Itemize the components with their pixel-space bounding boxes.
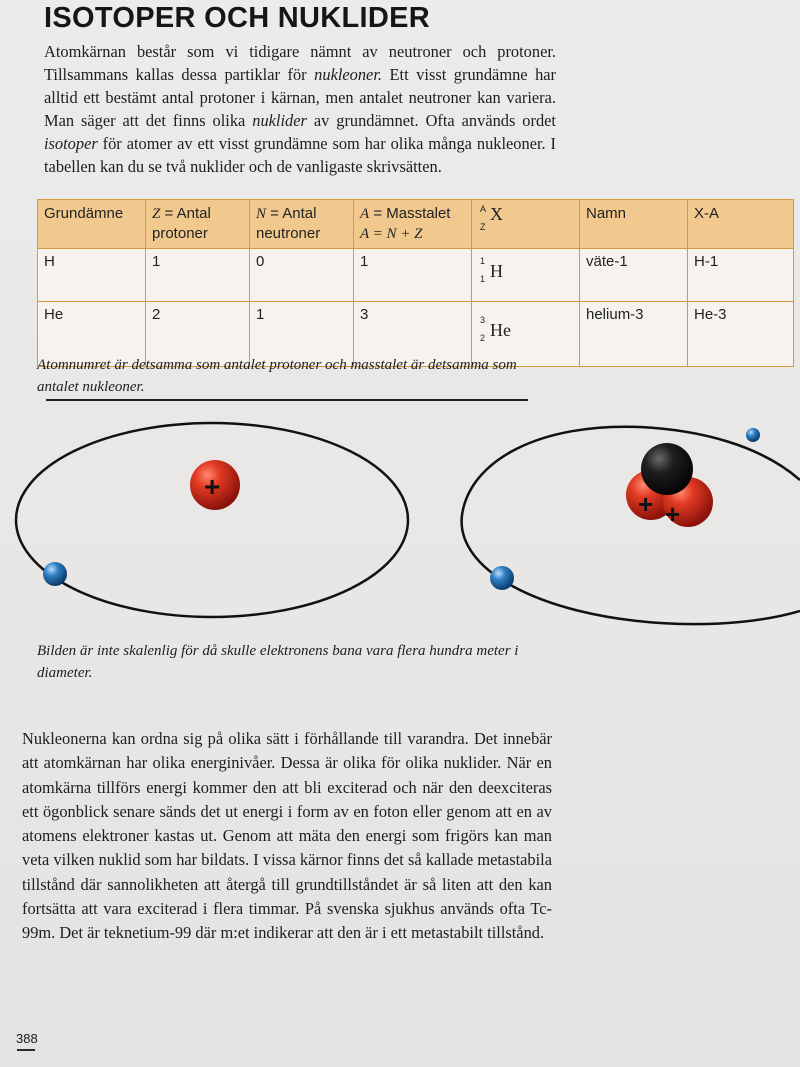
notation-symbol	[478, 204, 503, 232]
z-symbol: Z	[152, 206, 161, 222]
page-number: 388	[16, 1031, 38, 1046]
caption-divider	[46, 399, 528, 401]
a-symbol: A	[360, 206, 370, 222]
proton-sign: +	[204, 471, 221, 502]
term-isotoper: isotoper	[44, 134, 98, 153]
a-formula: A = N + Z	[360, 226, 423, 242]
cell-n: 1	[250, 302, 354, 367]
header-name: Namn	[580, 200, 688, 249]
cell-z: 1	[146, 249, 250, 302]
cell-n: 0	[250, 249, 354, 302]
intro-text-1: Atomkärnan består som vi tidigare nämnt av neutroner och protoner. Tillsammans kallas dessa partiklar för	[44, 42, 556, 84]
header-element: Grundämne	[38, 200, 146, 249]
helium-orbit	[462, 427, 800, 624]
header-a	[354, 200, 472, 249]
z-label: = Antal protoner	[152, 205, 211, 242]
intro-text-3: av grundämnet. Ofta används ordet	[306, 111, 556, 130]
figure-caption: Bilden är inte skalenlig för då skulle elektronens bana vara flera hundra meter i diameter.	[37, 643, 519, 681]
notation-x: X	[490, 204, 503, 224]
n-label: = Antal neutroner	[256, 205, 321, 242]
cell-xa: He-3	[688, 302, 794, 367]
cell-z: 2	[146, 302, 250, 367]
term-nukleoner: nukleoner.	[314, 65, 382, 84]
notation-sup: A	[480, 204, 487, 214]
cell-xa: H-1	[688, 249, 794, 302]
header-notation	[472, 200, 580, 249]
nuclide-sup: 1	[480, 256, 486, 266]
electron-icon	[43, 562, 67, 586]
table-header-row	[38, 200, 794, 249]
term-nuklider: nuklider	[252, 111, 307, 130]
page-heading: ISOTOPER OCH NUKLIDER	[44, 2, 431, 34]
nuclide-letter: H	[490, 261, 503, 281]
a-label: = Masstalet	[369, 205, 451, 222]
table-caption: Atomnumret är detsamma som antalet protoner och masstalet är detsamma som antalet nukleoner.	[37, 357, 517, 395]
page-number-underline	[17, 1049, 35, 1051]
header-z	[146, 200, 250, 249]
nuclide-symbol	[478, 256, 503, 284]
proton-sign: +	[638, 489, 654, 519]
electron-icon	[490, 566, 514, 590]
intro-text-2: Ett visst grundämne har alltid ett bestämt antal protoner i kärnan, men antalet neutroner kan variera. Man säger att det finns olika	[44, 65, 557, 130]
nuclide-sub: 2	[480, 333, 486, 343]
intro-paragraph	[44, 40, 556, 178]
hydrogen-atom	[16, 423, 408, 617]
cell-name: väte-1	[580, 249, 688, 302]
cell-a: 3	[354, 302, 472, 367]
nuclide-letter: He	[490, 320, 511, 340]
header-xa: X-A	[688, 200, 794, 249]
cell-element: He	[38, 302, 146, 367]
proton-sign: +	[665, 499, 681, 529]
n-symbol: N	[256, 206, 267, 222]
nuclide-symbol	[478, 315, 511, 343]
body-paragraph: Nukleonerna kan ordna sig på olika sätt i förhållande till varandra. Det innebär att atomkärnan har olika energinivåer. Dessa är olika för olika nuklider. När en atomkärna tillförs energi kommer den att bli exciterad och när den deexciteras ett ögonblick senare sänds det ut energi i form av en foton eller genom att en av atomens elektroner kastas ut. Genom att mäta den energi som frigörs kan man veta vilken nuklid som har bildats. I vissa kärnor finns det så kallade metastabila tillstånd där sannolikheten att återgå till grundtillståndet är så liten att den kan fortsätta att vara exciterad i flera timmar. På svenska sjukhus används ofta Tc-99m. Det är teknetium-99 där m:et indikerar att den är i ett metastabilt tillstånd.	[22, 729, 552, 943]
cell-name: helium-3	[580, 302, 688, 367]
cell-notation	[472, 249, 580, 302]
table-row	[38, 249, 794, 302]
cell-a: 1	[354, 249, 472, 302]
nuclide-sub: 1	[480, 274, 486, 284]
nuclide-sup: 3	[480, 315, 486, 325]
notation-sub: Z	[480, 222, 486, 232]
proton-icon	[190, 460, 240, 510]
neutron-icon	[641, 443, 693, 495]
hydrogen-orbit	[16, 423, 408, 617]
intro-text-4: för atomer av ett visst grundämne som har olika många nukleoner. I tabellen kan du se två nuklider och de vanligaste skrivsätten.	[44, 134, 556, 176]
nuclide-table	[37, 199, 794, 367]
cell-element: H	[38, 249, 146, 302]
atom-illustration	[0, 405, 800, 635]
electron-icon	[746, 428, 760, 442]
header-n	[250, 200, 354, 249]
helium-atom	[462, 427, 800, 624]
